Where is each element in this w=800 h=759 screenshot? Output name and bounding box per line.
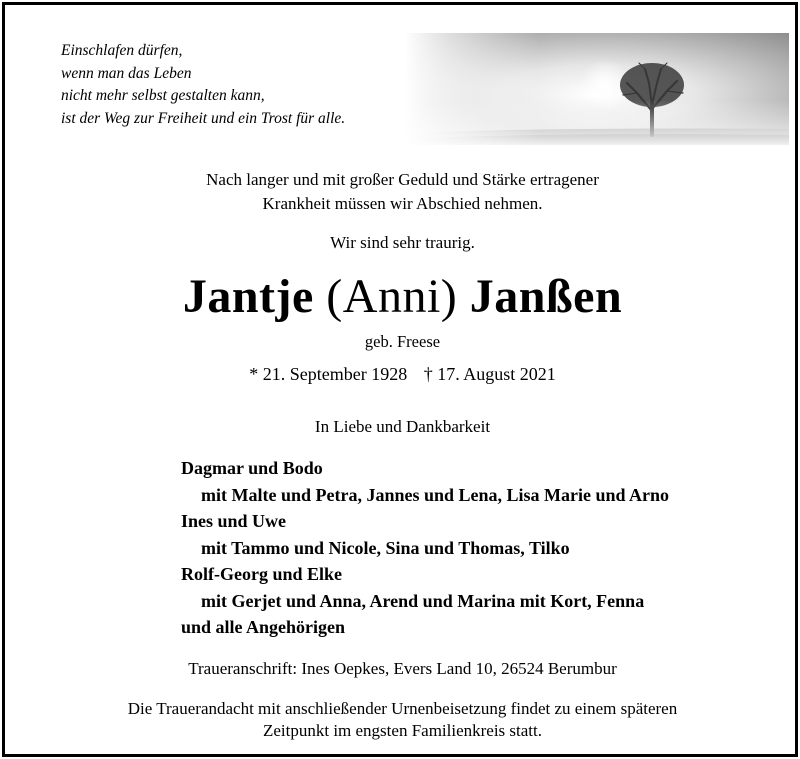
poem-line: ist der Weg zur Freiheit und ein Trost für alle. bbox=[61, 109, 346, 127]
family-line: und alle Angehörigen bbox=[181, 617, 346, 637]
sad-statement: Wir sind sehr traurig. bbox=[330, 233, 475, 252]
first-name: Jantje bbox=[182, 270, 314, 323]
tree-landscape-image bbox=[405, 33, 789, 145]
poem-line: wenn man das Leben bbox=[61, 64, 192, 82]
poem-line: Einschlafen dürfen, bbox=[61, 42, 183, 59]
obituary-frame bbox=[2, 2, 798, 757]
poem-line: nicht mehr selbst gestalten kann, bbox=[61, 87, 265, 104]
service-line: Zeitpunkt im engsten Familienkreis statt. bbox=[262, 721, 543, 740]
poem bbox=[61, 40, 345, 130]
intro-text bbox=[5, 168, 800, 216]
death-date: † 17. August 2021 bbox=[423, 364, 556, 384]
love-gratitude: In Liebe und Dankbarkeit bbox=[314, 417, 491, 436]
family-line: Rolf-Georg und Elke bbox=[181, 564, 343, 584]
family-line: Ines und Uwe bbox=[181, 511, 287, 531]
family-line: mit Tammo und Nicole, Sina und Thomas, Tilko bbox=[201, 537, 570, 558]
life-dates bbox=[5, 364, 800, 385]
service-line: Die Trauerandacht mit anschließender Urnenbeisetzung findet zu einem späteren bbox=[127, 699, 678, 718]
family-line: Dagmar und Bodo bbox=[181, 458, 323, 478]
family-line: mit Malte und Petra, Jannes und Lena, Lisa Marie und Arno bbox=[201, 484, 670, 505]
family-line: mit Gerjet und Anna, Arend und Marina mit Kort, Fenna bbox=[201, 590, 645, 611]
birth-name: geb. Freese bbox=[364, 332, 441, 351]
family-list bbox=[181, 455, 669, 641]
mourning-address: Traueranschrift: Ines Oepkes, Evers Land 10, 26524 Berumbur bbox=[188, 659, 617, 678]
intro-line: Nach langer und mit großer Geduld und Stärke ertragener bbox=[206, 170, 599, 189]
intro-line: Krankheit müssen wir Abschied nehmen. bbox=[262, 194, 543, 213]
last-name: Janßen bbox=[469, 270, 623, 323]
deceased-name bbox=[5, 269, 800, 324]
nickname: (Anni) bbox=[326, 270, 458, 323]
service-notice bbox=[5, 698, 800, 742]
birth-date: * 21. September 1928 bbox=[249, 364, 408, 384]
